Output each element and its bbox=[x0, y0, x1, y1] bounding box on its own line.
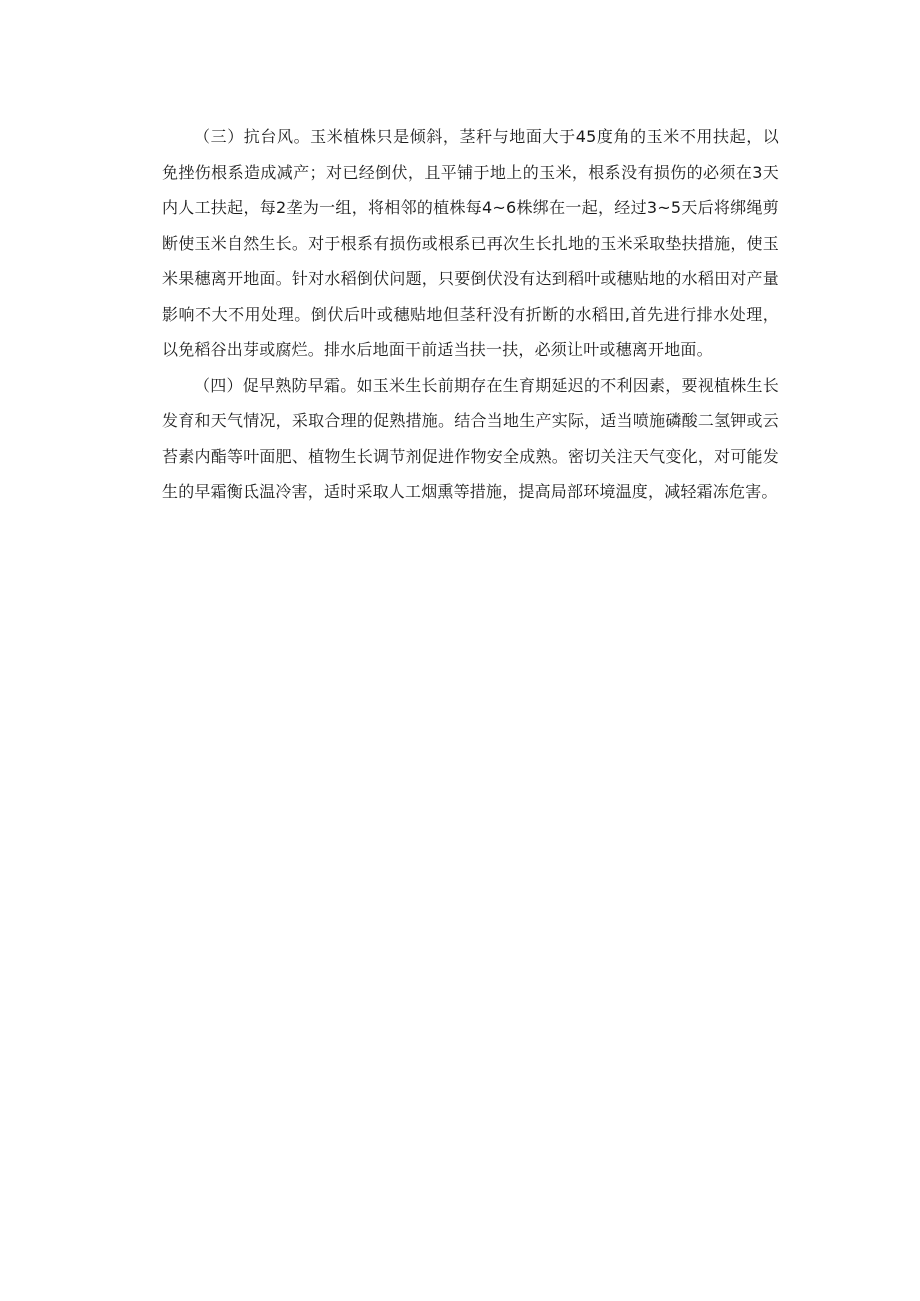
paragraph-early-maturity-frost-prevention: （四）促早熟防早霜。如玉米生长前期存在生育期延迟的不利因素，要视植株生长发育和天气情况，采取合理的促熟措施。结合当地生产实际，适当喷施磷酸二氢钾或云苔素内酯等叶面肥、植物生长调节剂促进作物安全成熟。密切关注天气变化，对可能发生的早霜衡氐温冷害，适时采取人工烟熏等措施，提高局部环境温度，减轻霜冻危害。 bbox=[162, 375, 779, 501]
document-body bbox=[162, 119, 779, 510]
paragraph-typhoon-resistance: （三）抗台风。玉米植株只是倾斜，茎秆与地面大于45度角的玉米不用扶起，以免挫伤根系造成减产；对已经倒伏，且平铺于地上的玉米，根系没有损伤的必须在3天内人工扶起，每2垄为一组，将相邻的植株每4~6株绑在一起，经过3~5天后将绑绳剪断使玉米自然生长。对于根系有损伤或根系已再次生长扎地的玉米采取垫扶措施，使玉米果穗离开地面。针对水稻倒伏问题，只要倒伏没有达到稻叶或穗贴地的水稻田对产量影响不大不用处理。倒伏后叶或穗贴地但茎秆没有折断的水稻田,首先进行排水处理，以免稻谷出芽或腐烂。排水后地面干前适当扶一扶，必须让叶或穗离开地面。 bbox=[162, 127, 779, 359]
